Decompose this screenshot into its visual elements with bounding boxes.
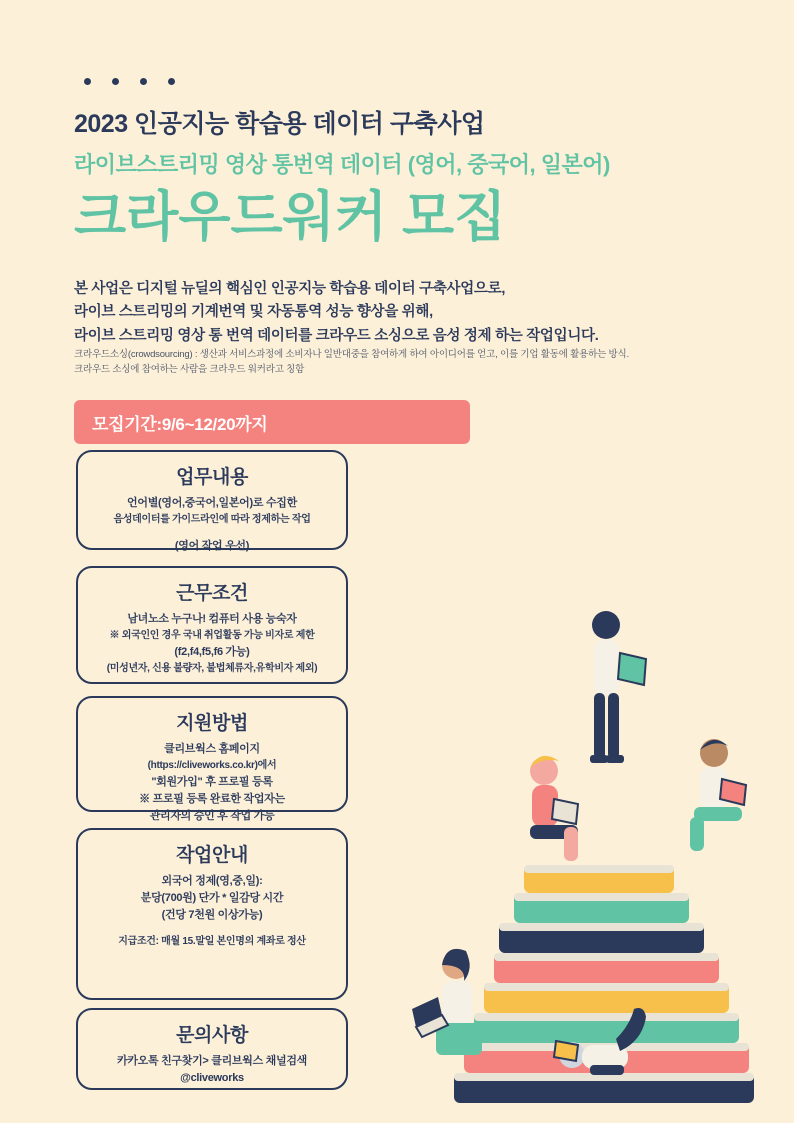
info-card-line: "회원가입" 후 프로필 등록 — [151, 775, 273, 788]
intro-body — [74, 278, 714, 348]
info-card-line: @cliveworks — [180, 1072, 244, 1085]
intro-footnote — [74, 348, 734, 377]
text-line: 크라우드 소싱에 참여하는 사람을 크라우드 워커라고 칭함 — [74, 363, 305, 375]
info-card-body — [88, 873, 336, 950]
text-line: 본 사업은 디지털 뉴딜의 핵심인 인공지능 학습용 데이터 구축사업으로, — [74, 281, 506, 297]
info-card-line: (미성년자, 신용 불량자, 불법체류자,유학비자 제외) — [106, 662, 318, 674]
info-card-line: 분당(700원) 단가 * 일감당 시간 — [140, 892, 284, 905]
info-card-line: (영어 작업 우선) — [174, 539, 250, 552]
book-stack — [454, 865, 754, 1103]
info-card-body — [88, 611, 336, 676]
person-seated-reading-left — [530, 756, 578, 861]
info-card-body — [88, 741, 336, 825]
dot-icon — [84, 78, 91, 85]
info-card-title: 문의사항 — [176, 1025, 248, 1046]
info-card-body — [88, 495, 336, 555]
info-card-title: 근무조건 — [176, 583, 248, 604]
spacer — [88, 528, 336, 538]
info-card-line: 카카오톡 친구찾기> 클리브웍스 채널검색 — [117, 1055, 307, 1067]
info-card-line: 관리자의 승인 후 작업 가능 — [149, 809, 275, 822]
person-standing-reading — [590, 611, 646, 763]
info-card-line: (f2,f4,f5,f6 가능) — [174, 645, 250, 658]
info-card-line: 언어별(영어,중국어,일본어)로 수집한 — [127, 497, 297, 509]
dot-icon — [112, 78, 119, 85]
info-card-line: ※ 외국인인 경우 국내 취업활동 가능 비자로 제한 — [109, 630, 315, 642]
info-card-work — [76, 450, 348, 550]
header-subtitle-project: 라이브스트리밍 영상 통번역 데이터 (영어, 중국어, 일본어) — [74, 152, 610, 177]
text-line: 라이브 스트리밍 영상 통 번역 데이터를 크라우드 소싱으로 음성 정제 하는 작업입니다. — [74, 327, 599, 344]
text-line: 라이브 스트리밍의 기계번역 및 자동통역 성능 향상을 위해, — [74, 304, 433, 321]
decorative-dots — [84, 78, 175, 85]
info-card-line: 클리브웍스 홈페이지 — [164, 743, 260, 755]
dot-icon — [140, 78, 147, 85]
info-card-apply — [76, 696, 348, 822]
info-card-guide — [76, 828, 348, 1000]
info-card-title: 작업안내 — [176, 845, 248, 866]
info-card-title: 업무내용 — [176, 467, 248, 488]
info-card-line: (건당 7천원 이상가능) — [161, 909, 263, 922]
recruitment-period-banner — [74, 400, 470, 444]
info-card-line: (https://cliveworks.co.kr)에서 — [147, 760, 277, 772]
person-with-laptop — [412, 949, 482, 1055]
info-card-line: 남녀노소 누구나! 컴퓨터 사용 능숙자 — [127, 613, 297, 625]
info-card-contact — [76, 1008, 348, 1090]
header-subtitle-year: 2023 인공지능 학습용 데이터 구축사업 — [74, 110, 485, 138]
info-card-line: 지급조건: 매월 15.말일 본인명의 계좌로 정산 — [118, 936, 306, 948]
info-card-line: 음성데이터를 가이드라인에 따라 정제하는 작업 — [113, 514, 311, 526]
text-line: 크라우드소싱(crowdsourcing) : 생산과 서비스과정에 소비자나 일반대중을 참여하게 하여 아이디어를 얻고, 이를 기업 활동에 활용하는 방식. — [74, 349, 629, 360]
info-card-line: 외국어 정제(영,중,일): — [161, 875, 263, 887]
person-seated-reading-right — [690, 739, 746, 851]
spacer — [88, 924, 336, 934]
people-reading-on-stack-of-books-illustration — [394, 603, 794, 1123]
person-lying-reading — [554, 1008, 646, 1075]
info-card-title: 지원방법 — [176, 713, 248, 734]
recruitment-period-label: 모집기간:9/6~12/20까지 — [92, 414, 268, 434]
page-title: 크라우드워커 모집 — [74, 187, 507, 247]
info-card-body — [88, 1053, 336, 1087]
dot-icon — [168, 78, 175, 85]
info-card-cond — [76, 566, 348, 684]
info-card-line: ※ 프로필 등록 완료한 작업자는 — [139, 792, 285, 805]
